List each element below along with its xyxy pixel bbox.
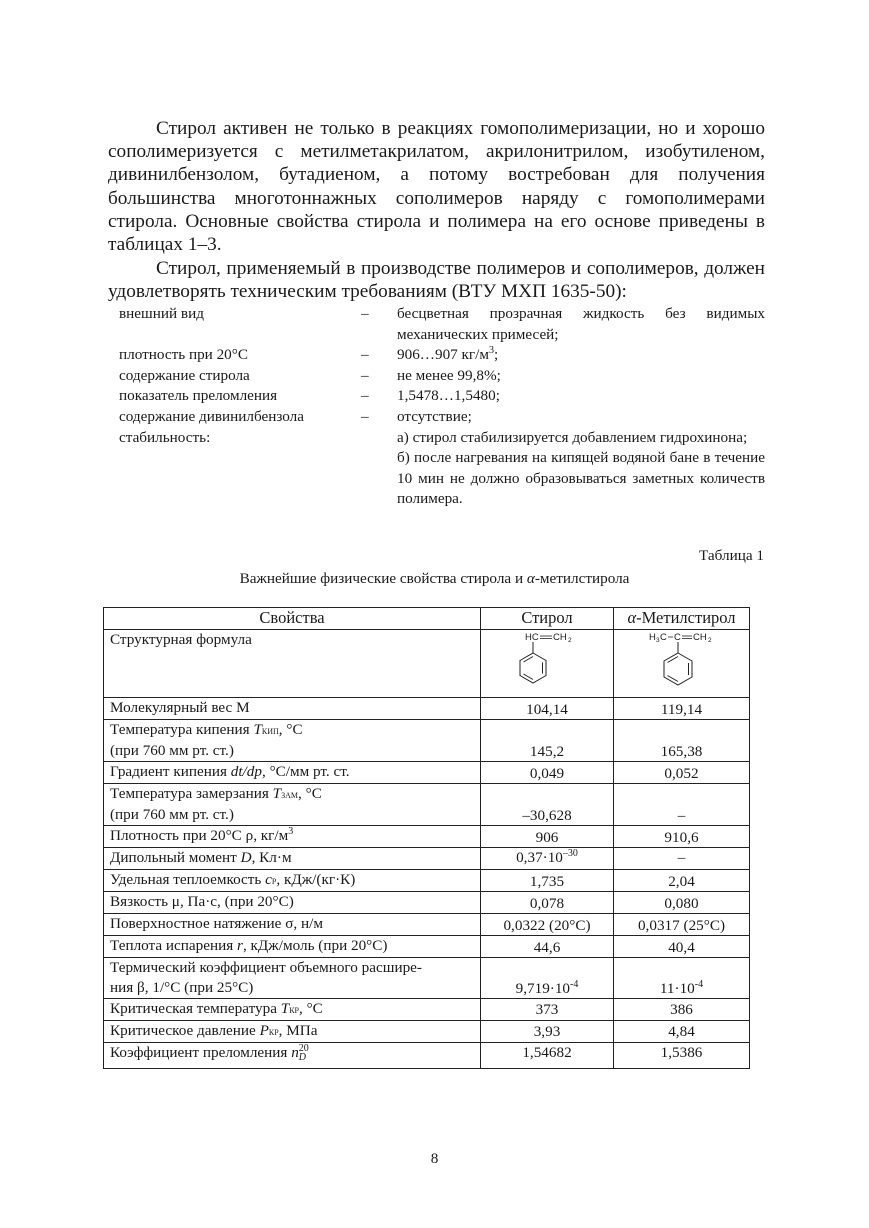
header-styrene: Стирол <box>481 608 614 630</box>
subscript: p <box>271 873 277 887</box>
cell-methylstyrene: $11\cdot 10^{-4}$ <box>614 958 750 999</box>
alpha-symbol: α <box>627 608 637 627</box>
cell-methylstyrene: 0,080 <box>614 892 750 914</box>
cell-property: Молекулярный вес М <box>104 698 481 720</box>
cell-methylstyrene: 119,14 <box>614 698 750 720</box>
requirement-item <box>119 428 765 449</box>
superscript: 3 <box>288 826 294 837</box>
subscript: кр <box>268 1023 279 1038</box>
svg-text:2: 2 <box>707 637 712 644</box>
requirement-name <box>119 448 361 510</box>
cell-styrene: $0,37\cdot 10^{-30}$ <box>481 848 614 870</box>
cell-property: Дипольный момент D, Кл·м <box>104 848 481 870</box>
styrene-structure <box>481 630 614 698</box>
requirement-dash: – <box>361 305 369 322</box>
cell-property: Плотность при 20°С ρ, $кг/м^3$ <box>104 826 481 848</box>
cell-property: Поверхностное натяжение σ, н/м <box>104 914 481 936</box>
symbol: n <box>291 1043 299 1061</box>
subscript: кр <box>289 1002 299 1016</box>
cell-methylstyrene: 2,04 <box>614 870 750 892</box>
table-row <box>104 1020 750 1042</box>
subscript: зам <box>281 787 299 801</box>
cell-methylstyrene: – <box>614 784 750 826</box>
table-header-row <box>104 608 750 630</box>
cell-property: Структурная формула <box>104 630 481 698</box>
table-row <box>104 936 750 958</box>
cell-methylstyrene: 386 <box>614 999 750 1021</box>
methylstyrene-structure <box>614 630 750 698</box>
requirement-name: плотность при 20°С <box>119 346 248 364</box>
symbol: T <box>272 785 282 802</box>
table-row <box>104 826 750 848</box>
table-row <box>104 1042 750 1068</box>
table-row-formula <box>104 630 750 698</box>
requirement-item <box>119 345 765 366</box>
cell-property: Вязкость μ, Па·с, (при 20°С) <box>104 892 481 914</box>
svg-text:2: 2 <box>568 637 572 644</box>
cell-property: Температура замерзания Tзам, °С (при 760 мм рт. ст.) <box>104 784 481 826</box>
cell-styrene: 3,93 <box>481 1020 614 1042</box>
requirement-dash: – <box>361 387 369 405</box>
cell-property: Теплота испарения r, кДж/моль (при 20°С) <box>104 936 481 958</box>
requirement-dash: – <box>361 366 369 384</box>
requirement-item <box>119 304 765 345</box>
table-row <box>104 958 750 999</box>
cell-styrene: 1,54682 <box>481 1042 614 1068</box>
requirement-dash <box>361 448 397 510</box>
table-row <box>104 870 750 892</box>
symbol: T <box>280 1000 290 1017</box>
requirement-name: показатель преломления <box>119 387 278 405</box>
cell-styrene: 0,0322 (20°С) <box>481 914 614 936</box>
svg-text:CH: CH <box>553 632 567 643</box>
requirement-item <box>119 366 765 387</box>
cell-styrene: 906 <box>481 826 614 848</box>
symbol: c <box>265 871 272 888</box>
header-properties: Свойства <box>104 608 481 630</box>
requirement-value: не менее 99,8%; <box>397 366 501 384</box>
requirement-item <box>119 407 765 428</box>
cell-property: Термический коэффициент объемного расшире- ния β, 1/°С (при 25°С) <box>104 958 481 999</box>
cell-styrene: 145,2 <box>481 720 614 762</box>
header-methylstyrene: α-Метилстирол <box>614 608 750 630</box>
svg-text:C: C <box>673 632 681 643</box>
cell-property: Критическое давление Pкр, МПа <box>104 1020 481 1042</box>
superscript: 3 <box>489 345 494 357</box>
cell-property: Температура кипения Tкип, °С (при 760 мм рт. ст.) <box>104 720 481 762</box>
table-row <box>104 999 750 1021</box>
cell-property: Критическая температура Tкр, °С <box>104 999 481 1021</box>
table-row <box>104 892 750 914</box>
symbol: r <box>237 937 243 954</box>
requirement-item <box>119 448 765 510</box>
superscript: –30 <box>562 848 578 859</box>
symbol: T <box>253 721 262 738</box>
cell-styrene: $9,719\cdot 10^{-4}$ <box>481 958 614 999</box>
table-title: Важнейшие физические свойства стирола и α-метилстирола <box>239 570 630 587</box>
symbol: dt/dp <box>230 763 262 780</box>
properties-table <box>103 607 750 1069</box>
table-row <box>104 762 750 784</box>
cell-methylstyrene: 0,0317 (25°С) <box>614 914 750 936</box>
table-row <box>104 848 750 870</box>
cell-methylstyrene: 0,052 <box>614 762 750 784</box>
requirement-dash: – <box>361 346 369 364</box>
methylstyrene-structure-icon <box>627 630 737 696</box>
cell-methylstyrene: – <box>614 848 750 870</box>
paragraph-2: Стирол, применяемый в производстве полимеров и сополимеров, должен удовлетворять техническим требованиям (ВТУ МХП 1635-50): <box>108 258 765 303</box>
table-row <box>104 698 750 720</box>
requirement-value: 1,5478…1,5480; <box>397 387 500 405</box>
cell-property: Градиент кипения dt/dp, °С/мм рт. ст. <box>104 762 481 784</box>
cell-methylstyrene: 40,4 <box>614 936 750 958</box>
requirement-name: стабильность: <box>119 428 211 446</box>
page-number: 8 <box>430 1150 439 1167</box>
requirement-name: содержание стирола <box>119 366 250 384</box>
cell-property: Коэффициент преломления n 20 D <box>104 1042 481 1068</box>
cell-methylstyrene: 4,84 <box>614 1020 750 1042</box>
cell-property: Удельная теплоемкость cp, кДж/(кг·К) <box>104 870 481 892</box>
svg-text:CH: CH <box>692 632 707 643</box>
paragraph-1: Стирол активен не только в реакциях гомополимеризации, но и хорошо сополимеризуется с метилметакрилатом, акрилонитрилом, изобутиленом, дивинилбензолом, бутадиеном, а потому востребован для получения большинства многотоннажных сополимеров наряду с гомополимерами стирола. Основные свойства стирола и полимера на его основе приведены в таблицах 1–3. <box>108 118 765 256</box>
subscript: кип <box>261 723 279 737</box>
cell-methylstyrene: 910,6 <box>614 826 750 848</box>
requirement-dash <box>361 428 397 449</box>
requirement-name: содержание дивинилбензола <box>119 407 304 425</box>
symbol: D <box>240 849 252 866</box>
cell-styrene: 0,078 <box>481 892 614 914</box>
svg-text:C: C <box>659 632 667 643</box>
cell-styrene: 1,735 <box>481 870 614 892</box>
cell-styrene: –30,628 <box>481 784 614 826</box>
requirement-name: внешний вид <box>119 305 204 322</box>
sub-sup: 20 D <box>298 1043 309 1064</box>
superscript: -4 <box>570 978 579 990</box>
table-row <box>104 720 750 762</box>
cell-styrene: 0,049 <box>481 762 614 784</box>
cell-methylstyrene: 165,38 <box>614 720 750 762</box>
table-row <box>104 914 750 936</box>
requirement-value: б) после нагревания на кипящей водяной бане в течение 10 мин не должно образовываться заметных количеств полимера. <box>397 449 765 508</box>
svg-text:H: H <box>648 632 656 643</box>
requirement-value: а) стирол стабилизируется добавлением гидрохинона; <box>397 428 748 446</box>
cell-styrene: 44,6 <box>481 936 614 958</box>
svg-text:HC: HC <box>525 632 539 643</box>
table-row <box>104 784 750 826</box>
requirement-dash: – <box>361 407 369 425</box>
alpha-symbol: α <box>526 570 535 587</box>
superscript: -4 <box>694 978 704 990</box>
symbol: P <box>259 1021 269 1039</box>
requirement-value: бесцветная прозрачная жидкость без видимых механических примесей; <box>397 305 765 343</box>
cell-styrene: 104,14 <box>481 698 614 720</box>
cell-styrene: 373 <box>481 999 614 1021</box>
requirement-item <box>119 386 765 407</box>
table-label: Таблица 1 <box>699 547 764 564</box>
requirement-value: 906…907 $кг/м^3$; <box>397 345 499 364</box>
requirements-list <box>119 304 765 510</box>
styrene-structure-icon <box>507 630 587 696</box>
cell-methylstyrene: 1,5386 <box>614 1042 750 1068</box>
svg-text:3: 3 <box>655 637 660 644</box>
requirement-value: отсутствие; <box>397 407 472 425</box>
